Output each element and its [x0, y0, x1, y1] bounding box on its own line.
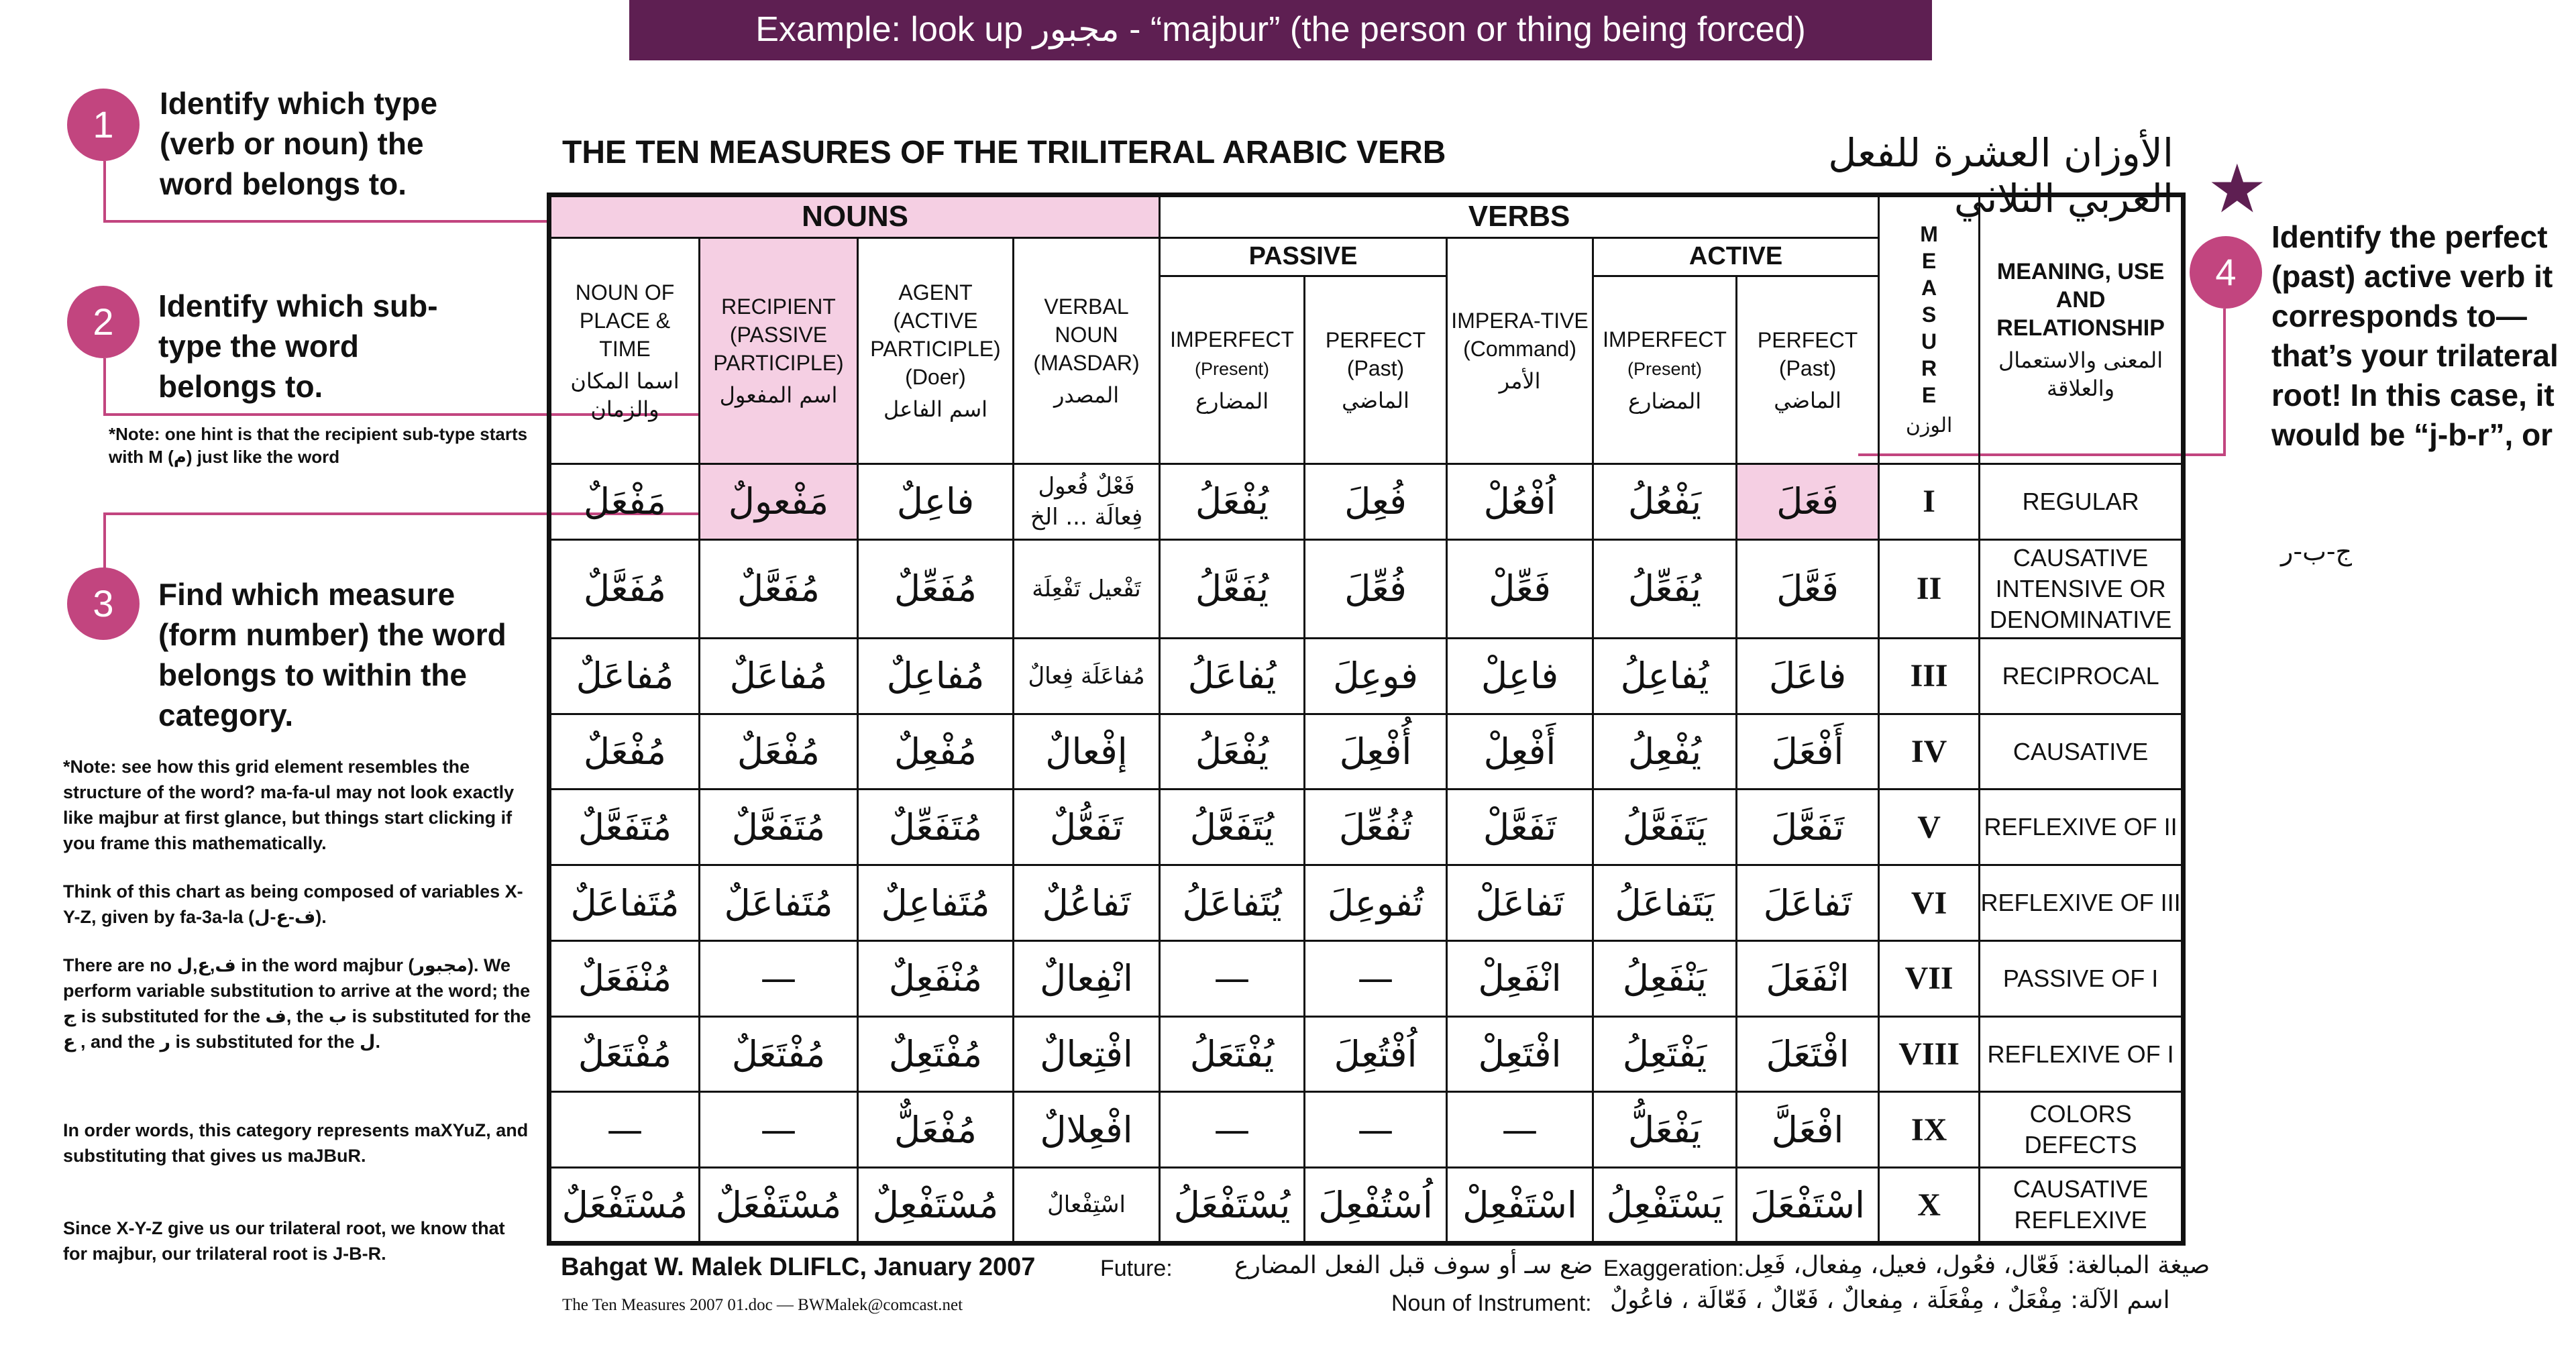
- measure-meaning: CAUSATIVE: [1980, 714, 2184, 790]
- note-category: In order words, this category represents maXYuZ, and substituting that gives us maJBuR.: [63, 1120, 529, 1166]
- form-cell: يَفْتَعِلُ: [1593, 1016, 1737, 1092]
- note-subtype: *Note: one hint is that the recipient sub-type starts with M (م) just like the word: [109, 424, 528, 467]
- measure-meaning: REFLEXIVE OF II: [1980, 790, 2184, 865]
- col-imperative: [1447, 237, 1593, 464]
- form-cell: تَفاعُلٌ: [1014, 865, 1160, 941]
- form-cell: تَفَعَّلْ: [1447, 790, 1593, 865]
- connector-4-vertical: [2223, 309, 2226, 456]
- connector-3-vertical: [103, 512, 106, 570]
- form-cell: —: [549, 1092, 700, 1168]
- passive-header: PASSIVE: [1160, 237, 1447, 276]
- form-cell: فُعِلَ: [1305, 464, 1447, 539]
- form-cell: مُتَفاعِلٌ: [858, 865, 1014, 941]
- form-cell: مُفاعِلٌ: [858, 638, 1014, 714]
- col-label: PERFECT (Past): [1325, 327, 1426, 380]
- measure-row: [549, 1092, 2184, 1168]
- active-header: ACTIVE: [1593, 237, 1879, 276]
- note-vars: Think of this chart as being composed of variables X-Y-Z, given by fa-3a-la (ف-ع-ل).: [63, 881, 523, 927]
- form-cell: فَعِّلْ: [1447, 539, 1593, 638]
- form-cell: مُفْعَلٌ: [549, 714, 700, 790]
- form-cell: إفْعالٌ: [1014, 714, 1160, 790]
- col-label-arabic: المضارع: [1627, 388, 1702, 414]
- form-cell: مُسْتَفْعِلٌ: [858, 1168, 1014, 1244]
- form-cell: مُفْعَلٌ: [700, 714, 858, 790]
- instrument-arabic: اسم الآلة: مِفْعَلٌ ، مِفْعَلَة ، مِفعالٌ ، فَعّالٌ ، فَعّالَة ، فاعُولٌ: [1610, 1287, 2170, 1314]
- form-cell: فاعَلَ: [1737, 638, 1879, 714]
- measure-meaning: REGULAR: [1980, 464, 2184, 539]
- measure-number: VI: [1879, 865, 1980, 941]
- form-cell: اسْتَفْعِلْ: [1447, 1168, 1593, 1244]
- measure-number: I: [1879, 464, 1980, 539]
- form-cell: مُفاعَلٌ: [549, 638, 700, 714]
- form-cell: تُفُعِّلَ: [1305, 790, 1447, 865]
- measure-letters: MEASURE: [1920, 221, 1938, 407]
- step-2-badge: 2: [67, 286, 140, 358]
- form-cell: مَفْعَلٌ: [549, 464, 700, 539]
- exaggeration-label: Exaggeration:: [1603, 1256, 1744, 1281]
- measure-row: [549, 539, 2184, 638]
- col-active-imperfect: [1593, 276, 1737, 464]
- form-cell: مُسْتَفْعَلٌ: [549, 1168, 700, 1244]
- form-cell: فوعِلَ: [1305, 638, 1447, 714]
- form-cell: انْفَعِلْ: [1447, 940, 1593, 1016]
- note-grid: *Note: see how this grid element resembles the structure of the word? ma-fa-ul may not look exactly like majbur at first glance, but things start clicking if you frame this mathematically.: [63, 757, 515, 853]
- form-cell: مُفْتَعَلٌ: [700, 1016, 858, 1092]
- form-cell: مُفاعَلٌ: [700, 638, 858, 714]
- form-cell: مُفاعَلَة فِعالٌ: [1014, 638, 1160, 714]
- col-label: IMPERA-TIVE (Command): [1451, 308, 1589, 361]
- step-4-badge: 4: [2190, 236, 2262, 309]
- note-substitution: There are no ف,ع,ل in the word majbur (مجبور). We perform variable substitution to arrive at the word; the ج is substituted for the ف, the ب is substituted for the ع , and the ر is substituted for the ل.: [63, 955, 531, 1052]
- form-cell: —: [1305, 1092, 1447, 1168]
- step-4-text: Identify the perfect (past) active verb it corresponds to— that’s your trilateral root! In this case, it would be “j-b-r”, or: [2271, 219, 2559, 452]
- form-cell: اسْتِفْعالٌ: [1014, 1168, 1160, 1244]
- form-cell: فاعِلٌ: [858, 464, 1014, 539]
- form-cell: —: [1447, 1092, 1593, 1168]
- form-cell: افْتَعِلْ: [1447, 1016, 1593, 1092]
- meaning-header: [1980, 195, 2184, 464]
- form-cell: تَفَعَّلَ: [1737, 790, 1879, 865]
- measure-meaning: PASSIVE OF I: [1980, 940, 2184, 1016]
- measure-number: IV: [1879, 714, 1980, 790]
- form-cell: يُفَعِّلُ: [1593, 539, 1737, 638]
- col-label-arabic: الماضي: [1774, 387, 1841, 413]
- col-agent: [858, 237, 1014, 464]
- form-cell: مُفَعِّلٌ: [858, 539, 1014, 638]
- col-verbal-noun: [1014, 237, 1160, 464]
- measure-row: [549, 638, 2184, 714]
- form-cell: تُفوعِلَ: [1305, 865, 1447, 941]
- form-cell: افْعَلَّ: [1737, 1092, 1879, 1168]
- form-cell: يُفْتَعَلُ: [1160, 1016, 1305, 1092]
- form-cell: اسْتَفْعَلَ: [1737, 1168, 1879, 1244]
- meaning-header-arabic: المعنى والاستعمال والعلاقة: [1998, 347, 2163, 401]
- measure-rows: [549, 464, 2184, 1243]
- measure-row: [549, 464, 2184, 539]
- col-label-arabic: المصدر: [1053, 382, 1120, 408]
- form-cell: اُسْتُفْعِلَ: [1305, 1168, 1447, 1244]
- chart-title-arabic: الأوزان العشرة للفعل العربي الثلاثي: [1828, 130, 2174, 221]
- form-cell: تَفاعَلَ: [1737, 865, 1879, 941]
- form-cell: فاعِلْ: [1447, 638, 1593, 714]
- form-cell: يُتَفاعَلُ: [1160, 865, 1305, 941]
- form-cell: مُفَعَّلٌ: [549, 539, 700, 638]
- measure-header-arabic: الوزن: [1905, 413, 1953, 437]
- star-icon: ★: [2207, 152, 2267, 227]
- col-passive-perfect: [1305, 276, 1447, 464]
- step-2-text: Identify which sub-type the word belongs to.: [158, 288, 438, 404]
- form-cell: افْعِلالٌ: [1014, 1092, 1160, 1168]
- form-cell: —: [1160, 940, 1305, 1016]
- form-cell: أَفْعَلَ: [1737, 714, 1879, 790]
- nouns-header: NOUNS: [549, 195, 1160, 238]
- form-cell: فُعِّلَ: [1305, 539, 1447, 638]
- form-cell: يُفاعِلُ: [1593, 638, 1737, 714]
- measure-meaning: RECIPROCAL: [1980, 638, 2184, 714]
- measure-header: [1879, 195, 1980, 464]
- measure-number: V: [1879, 790, 1980, 865]
- col-label-arabic: اسما المكان والزمان: [570, 368, 680, 422]
- measure-row: [549, 790, 2184, 865]
- col-recipient: [700, 237, 858, 464]
- form-cell: —: [1305, 940, 1447, 1016]
- col-label: IMPERFECT: [1170, 327, 1294, 351]
- form-cell: يُفاعَلُ: [1160, 638, 1305, 714]
- form-cell: اُفْتُعِلَ: [1305, 1016, 1447, 1092]
- form-cell: انْفَعَلَ: [1737, 940, 1879, 1016]
- form-cell: تَفاعَلْ: [1447, 865, 1593, 941]
- measure-number: VIII: [1879, 1016, 1980, 1092]
- measure-row: [549, 714, 2184, 790]
- measure-meaning: REFLEXIVE OF I: [1980, 1016, 2184, 1092]
- form-cell: مَفْعولٌ: [700, 464, 858, 539]
- form-cell: مُفْتَعِلٌ: [858, 1016, 1014, 1092]
- form-cell: اُفْعُلْ: [1447, 464, 1593, 539]
- step-3-text: Find which measure (form number) the word belongs to within the category.: [158, 577, 506, 732]
- measure-meaning: REFLEXIVE OF III: [1980, 865, 2184, 941]
- form-cell: مُفْتَعَلٌ: [549, 1016, 700, 1092]
- form-cell: يُسْتَفْعَلُ: [1160, 1168, 1305, 1244]
- form-cell: يُفْعِلُ: [1593, 714, 1737, 790]
- form-cell: —: [700, 1092, 858, 1168]
- col-label: VERBAL NOUN (MASDAR): [1033, 294, 1140, 375]
- form-cell: مُتَفاعَلٌ: [549, 865, 700, 941]
- col-sublabel: (Present): [1195, 358, 1270, 379]
- measure-row: [549, 940, 2184, 1016]
- form-cell: يَسْتَفْعِلُ: [1593, 1168, 1737, 1244]
- form-cell: أُفْعِلَ: [1305, 714, 1447, 790]
- measures-table: [547, 193, 2186, 1246]
- form-cell: افْتَعَلَ: [1737, 1016, 1879, 1092]
- col-label: RECIPIENT (PASSIVE PARTICIPLE): [713, 294, 844, 375]
- connector-2-vertical: [103, 358, 106, 416]
- verbs-header: VERBS: [1160, 195, 1879, 238]
- col-label: IMPERFECT: [1603, 327, 1727, 351]
- form-cell: يُفَعَّلُ: [1160, 539, 1305, 638]
- measure-meaning: CAUSATIVE REFLEXIVE: [1980, 1168, 2184, 1244]
- col-label-arabic: المضارع: [1195, 388, 1269, 414]
- form-cell: افْتِعالٌ: [1014, 1016, 1160, 1092]
- col-label: AGENT (ACTIVE PARTICIPLE) (Doer): [870, 280, 1001, 389]
- form-cell: مُفْعَلٌّ: [858, 1092, 1014, 1168]
- future-label: Future:: [1100, 1256, 1173, 1281]
- root-arabic: ج-ب-ر: [2281, 537, 2353, 566]
- step-1-text: Identify which type (verb or noun) the word belongs to.: [160, 86, 438, 201]
- form-cell: مُتَفَعَّلٌ: [700, 790, 858, 865]
- form-cell: يَنْفَعِلُ: [1593, 940, 1737, 1016]
- form-cell: يُفْعَلُ: [1160, 464, 1305, 539]
- form-cell: يُتَفَعَّلُ: [1160, 790, 1305, 865]
- form-cell: مُتَفَعَّلٌ: [549, 790, 700, 865]
- measure-number: IX: [1879, 1092, 1980, 1168]
- document-info: The Ten Measures 2007 01.doc — BWMalek@comcast.net: [562, 1296, 963, 1314]
- measure-number: VII: [1879, 940, 1980, 1016]
- form-cell: يَتَفاعَلُ: [1593, 865, 1737, 941]
- future-arabic: ضع سـ أو سوف قبل الفعل المضارع: [1234, 1252, 1593, 1279]
- form-cell: انْفِعالٌ: [1014, 940, 1160, 1016]
- connector-1-vertical: [103, 161, 106, 223]
- form-cell: تَفَعُّلٌ: [1014, 790, 1160, 865]
- instrument-label: Noun of Instrument:: [1391, 1291, 1592, 1316]
- col-passive-imperfect: [1160, 276, 1305, 464]
- form-cell: مُتَفَعِّلٌ: [858, 790, 1014, 865]
- col-sublabel: (Present): [1627, 358, 1703, 379]
- form-cell: يَفْعُلُ: [1593, 464, 1737, 539]
- form-cell: فَعَلَ: [1737, 464, 1879, 539]
- col-active-perfect: [1737, 276, 1879, 464]
- form-cell: مُنْفَعَلٌ: [549, 940, 700, 1016]
- measure-row: [549, 1016, 2184, 1092]
- form-cell: مُفَعَّلٌ: [700, 539, 858, 638]
- col-label: NOUN OF PLACE & TIME: [575, 280, 675, 361]
- measure-row: [549, 1168, 2184, 1244]
- form-cell: فَعْلٌ فُعول فِعالَة ... الخ: [1014, 464, 1160, 539]
- measure-meaning: CAUSATIVE INTENSIVE OR DENOMINATIVE: [1980, 539, 2184, 638]
- form-cell: مُفْعِلٌ: [858, 714, 1014, 790]
- exaggeration-arabic: صيغة المبالغة: فَعّال، فعُول، فعيل، مِفعال، فَعِل: [1744, 1252, 2210, 1279]
- col-label-arabic: الأمر: [1499, 368, 1541, 394]
- form-cell: يُفْعَلُ: [1160, 714, 1305, 790]
- form-cell: يَفْعَلُّ: [1593, 1092, 1737, 1168]
- form-cell: أَفْعِلْ: [1447, 714, 1593, 790]
- meaning-header-english: MEANING, USE AND RELATIONSHIP: [1996, 258, 2165, 341]
- chart-title-english: THE TEN MEASURES OF THE TRILITERAL ARABIC VERB: [562, 135, 1446, 170]
- measure-row: [549, 865, 2184, 941]
- measure-number: III: [1879, 638, 1980, 714]
- measure-number: II: [1879, 539, 1980, 638]
- col-noun-place-time: [549, 237, 700, 464]
- form-cell: —: [700, 940, 858, 1016]
- form-cell: مُتَفاعَلٌ: [700, 865, 858, 941]
- measure-meaning: COLORS DEFECTS: [1980, 1092, 2184, 1168]
- step-3-badge: 3: [67, 567, 140, 640]
- form-cell: فَعَّلَ: [1737, 539, 1879, 638]
- form-cell: يَتَفَعَّلُ: [1593, 790, 1737, 865]
- author-credit: Bahgat W. Malek DLIFLC, January 2007: [561, 1253, 1036, 1281]
- col-label-arabic: اسم المفعول: [719, 382, 838, 408]
- measure-number: X: [1879, 1168, 1980, 1244]
- col-label-arabic: الماضي: [1342, 387, 1409, 413]
- form-cell: —: [1160, 1092, 1305, 1168]
- form-cell: مُنْفَعِلٌ: [858, 940, 1014, 1016]
- col-label-arabic: اسم الفاعل: [883, 396, 988, 422]
- form-cell: تَفْعيل تَفْعِلَة: [1014, 539, 1160, 638]
- example-banner: Example: look up مجبور - “majbur” (the person or thing being forced): [629, 0, 1932, 60]
- step-1-badge: 1: [67, 89, 140, 161]
- col-label: PERFECT (Past): [1757, 327, 1858, 380]
- note-root: Since X-Y-Z give us our trilateral root, we know that for majbur, our trilateral root is J-B-R.: [63, 1218, 505, 1264]
- form-cell: مُسْتَفْعَلٌ: [700, 1168, 858, 1244]
